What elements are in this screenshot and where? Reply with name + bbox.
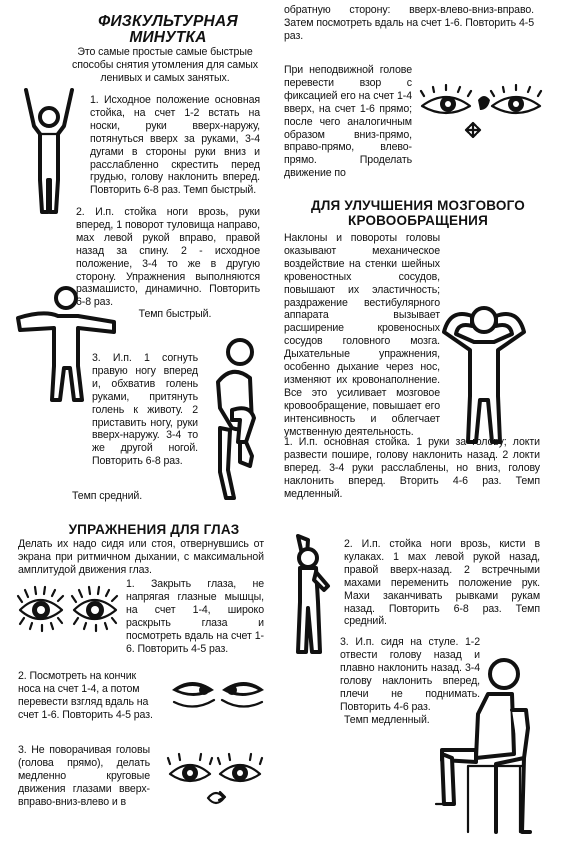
- page-title-line2: МИНУТКА: [129, 29, 207, 46]
- eye-intro-text: Делать их надо сидя или стоя, отвернувшись от экрана при ритмичном дыхании, с максимальной амплитудой движения глаз.: [18, 538, 264, 576]
- brain-exercise-1-text: 1. И.п. основная стойка. 1 руки за голову; локти развести пошире, голову наклонить назад. 2 локти вперед. 3-4 руки расслаблены, но вниз, голову наклонить вперед. Вторить 4-6 раз. Темп медленный.: [284, 436, 540, 500]
- open-eyes-icon: [16, 584, 120, 634]
- brain-exercise-3-text: 3. И.п. сидя на стуле. 1-2 отвести голову назад и плавно наклонить назад. 3-4 голову наклонить вперед, плечи не поднимать. Повторить 4-6 раз.: [340, 636, 480, 713]
- figure-arm-swing-icon: [288, 532, 336, 658]
- brain-exercise-3-tail: Темп медленный.: [344, 714, 430, 726]
- exercise-2-tail: Темп быстрый.: [138, 308, 212, 320]
- figure-knee-hug-icon: [196, 338, 266, 504]
- eye-exercise-continued-text: обратную сторону: вверх-влево-вниз-вправо. Затем посмотреть вдаль на счет 1-6. Повторить 4-5 раз.: [284, 4, 534, 42]
- figure-hands-behind-head-icon: [438, 302, 530, 448]
- page-title-line1: ФИЗКУЛЬТУРНАЯ: [98, 13, 238, 30]
- eyes-nose-focus-icon: [168, 672, 268, 714]
- exercise-3-text: 3. И.п. 1 согнуть правую ногу вперед и, обхватив голень руками, притянуть голень к животу. 2 приставить ногу, руки вверх-наружу. 3-4 то же другой ногой. Повторить 6-8 раз.: [92, 352, 198, 468]
- exercise-2-text: 2. И.п. стойка ноги врозь, руки вперед, 1 поворот туловища направо, мах левой рукой вправо, правой назад за спину. 2 - исходное положение, 3-4 то же в другую сторону. Упражнения выполняются размашисто, динамично. Повторить 6-8 раз.: [76, 206, 260, 309]
- eye-exercises-title: УПРАЖНЕНИЯ ДЛЯ ГЛАЗ: [68, 522, 240, 537]
- exercise-1-text: 1. Исходное положение основная стойка, на счет 1-2 встать на носки, руки вверх-наружу, потянуться вверх за руками, 3-4 дугами в стороны руки вниз и расслабленно скрестить перед грудью, голову наклонить вперед. Повторить 6-8 раз. Темп быстрый.: [90, 94, 260, 197]
- exercise-3-tail: Темп средний.: [72, 490, 143, 502]
- eye-exercise-1-text: 1. Закрыть глаза, не напрягая глазные мышцы, на счет 1-4, широко раскрыть глаза и посмотреть вдаль на счет 1-6. Повторить 4-5 раз.: [126, 578, 264, 655]
- brain-circulation-title: ДЛЯ УЛУЧШЕНИЯ МОЗГОВОГО КРОВООБРАЩЕНИЯ: [311, 198, 525, 228]
- brain-exercise-2-text: 2. И.п. стойка ноги врозь, кисти в кулаках. 1 мах левой рукой назад, правой вверх-назад. 2 встречными махами переменить положение рук. Махи заканчивать рывками рукам назад. Повторить 6-8 раз. Темп средний.: [344, 538, 540, 628]
- intro-text: Это самые простые самые быстрые способы снятия утомления для самых ленивых и самых занятых.: [72, 46, 258, 84]
- eye-exercise-4-text: При неподвижной голове перевести взор с фиксацией его на счет 1-4 вверх, на счет 1-6 прямо; после чего аналогичным образом вниз-прямо, вправо-прямо, влево-прямо. Проделать движение по: [284, 64, 412, 180]
- figure-sitting-chair-icon: [432, 654, 542, 840]
- eye-exercise-3-text: 3. Не поворачивая головы (голова прямо), делать медленно круговые движения глазами вверх-вправо-вниз-влево и в: [18, 744, 150, 808]
- eyes-look-around-icon: [418, 84, 546, 146]
- figure-arms-up-icon: [18, 84, 78, 218]
- eye-exercise-2-text: 2. Посмотреть на кончик носа на счет 1-4, а потом перевести взгляд вдаль на счет 1-6. Повторить 4-5 раз.: [18, 670, 153, 721]
- brain-intro-text: Наклоны и повороты головы оказывают механическое воздействие на стенки шейных кровеностных сосудов, повышают их эластичность; раздражение вестибулярного аппарата вызывает расширение кровеносных сосудов головного мозга. Дыхательные упражнения, особенно дыхание через нос, изменяют их кровонаполнение. Все это усиливает мозговое кровообращение, повышает его интенсивность и облегчает умственную деятельность.: [284, 232, 440, 438]
- eyes-circle-icon: [164, 752, 268, 812]
